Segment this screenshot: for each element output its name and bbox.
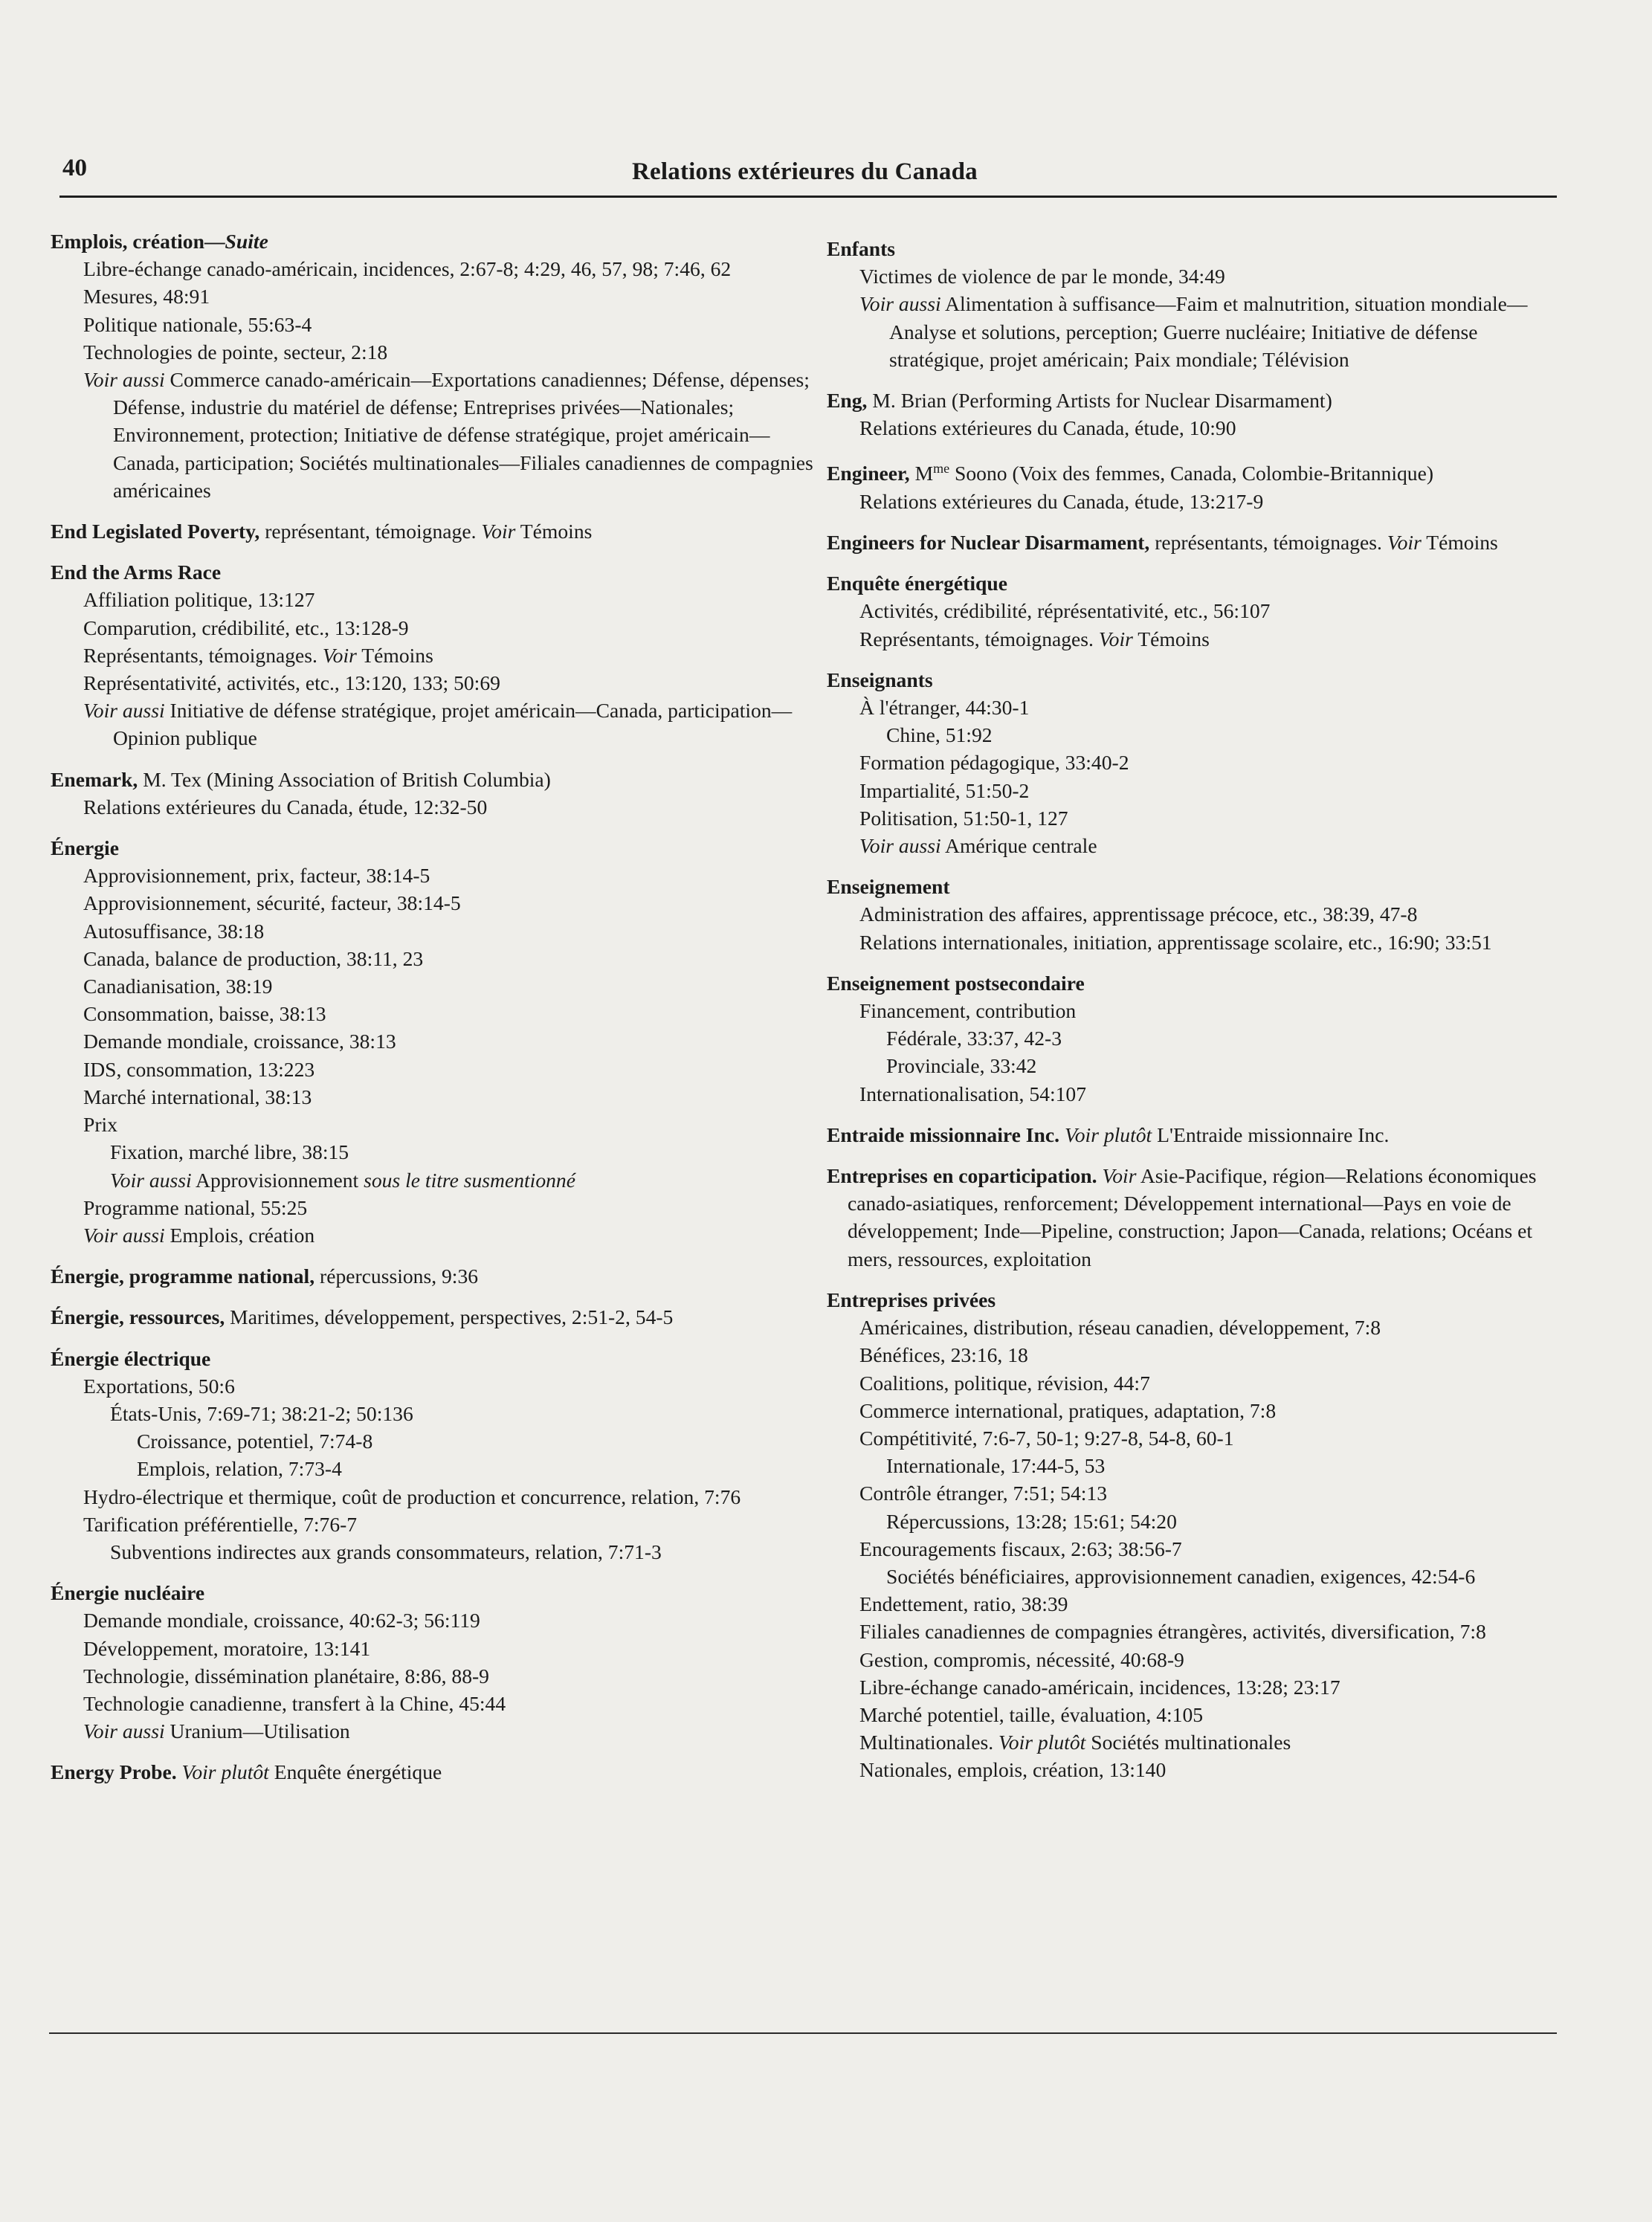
- see-also-label: Voir aussi: [110, 1168, 192, 1192]
- right-column: [827, 235, 1559, 1798]
- index-entry-engineer: [827, 455, 1559, 515]
- subentry: Représentativité, activités, etc., 13:120, 133; 50:69: [83, 671, 500, 695]
- see-also-label: Voir aussi: [83, 699, 165, 723]
- index-entry-enquete-energetique: [827, 569, 1559, 653]
- entry-heading: [827, 569, 1559, 597]
- headword: Engineer,: [827, 462, 910, 485]
- see-also: [51, 366, 816, 504]
- see-text: Témoins: [361, 643, 433, 667]
- subentry-text: Représentants, témoignages.: [859, 627, 1094, 650]
- subentry: Contrôle étranger, 7:51; 54:13: [859, 1482, 1108, 1505]
- entry-heading: [827, 969, 1559, 997]
- subentry: Technologies de pointe, secteur, 2:18: [83, 340, 388, 364]
- see-text: Témoins: [1426, 531, 1498, 555]
- see-also-label: Voir aussi: [859, 834, 941, 858]
- headword: Enquête énergétique: [827, 572, 1007, 595]
- subentry: Demande mondiale, croissance, 40:62-3; 56:119: [83, 1609, 480, 1632]
- footer-rule: [49, 2032, 1557, 2034]
- headword: End the Arms Race: [51, 561, 222, 584]
- see-text: Enquête énergétique: [274, 1760, 442, 1784]
- subentry: Compétitivité, 7:6-7, 50-1; 9:27-8, 54-8, 60-1: [859, 1426, 1234, 1450]
- headword: End Legislated Poverty,: [51, 520, 260, 543]
- see-also-text: Initiative de défense stratégique, projet américain—Canada, participation—Opinion publique: [113, 699, 793, 750]
- entry-heading: [51, 766, 816, 793]
- entry-heading: [51, 227, 816, 255]
- entry-heading: [827, 1162, 1559, 1273]
- headword: Enseignement: [827, 875, 950, 899]
- index-entry-entreprises-privees: [827, 1286, 1559, 1784]
- subentry: Consommation, baisse, 38:13: [83, 1002, 326, 1026]
- see-also-text: Emplois, création: [170, 1223, 315, 1247]
- see-also-qualifier: sous le titre susmentionné: [364, 1168, 575, 1192]
- entry-heading: [51, 517, 816, 545]
- sub-subentry: Sociétés bénéficiaires, approvisionnement canadien, exigences, 42:54-6: [886, 1564, 1476, 1588]
- headword: Enseignement postsecondaire: [827, 971, 1085, 995]
- headword: Energy Probe.: [51, 1760, 177, 1784]
- index-entry-eng: [827, 387, 1559, 442]
- index-entry-enseignement-postsecondaire: [827, 969, 1559, 1108]
- see-also-label: Voir aussi: [83, 368, 165, 392]
- entry-text: représentant, témoignage.: [265, 520, 477, 543]
- subentry: Américaines, distribution, réseau canadien, développement, 7:8: [859, 1316, 1381, 1340]
- see-also: [51, 1717, 816, 1745]
- index-entry-entraide-missionnaire: [827, 1121, 1559, 1149]
- index-entry-engineers-for-nuclear-disarmament: [827, 529, 1559, 556]
- suite-label: Suite: [225, 230, 268, 253]
- entry-heading: [827, 529, 1559, 556]
- entry-heading: [51, 834, 816, 862]
- see-also-label: Voir aussi: [859, 292, 941, 316]
- see-also-label: Voir aussi: [83, 1223, 165, 1247]
- subentry: Victimes de violence de par le monde, 34:49: [859, 265, 1225, 288]
- subentry: Endettement, ratio, 38:39: [859, 1592, 1068, 1616]
- headword: Énergie: [51, 836, 119, 860]
- entry-text: Soono (Voix des femmes, Canada, Colombie-Britannique): [955, 462, 1434, 485]
- subentry: Prix: [83, 1113, 117, 1137]
- index-entry-end-the-arms-race: [51, 558, 816, 752]
- sub-subentry: Internationale, 17:44-5, 53: [886, 1454, 1106, 1478]
- see-also-label: Voir aussi: [83, 1719, 165, 1743]
- entry-text: répercussions, 9:36: [320, 1265, 479, 1288]
- subentry: Développement, moratoire, 13:141: [83, 1636, 371, 1660]
- subentry: Formation pédagogique, 33:40-2: [859, 751, 1129, 775]
- subentry: Financement, contribution: [859, 999, 1077, 1023]
- index-entry-entreprises-coparticipation: [827, 1162, 1559, 1273]
- subentry: Marché international, 38:13: [83, 1085, 312, 1108]
- headword: Enfants: [827, 237, 896, 260]
- subentry-text: Représentants, témoignages.: [83, 643, 317, 667]
- entry-text: M. Tex (Mining Association of British Columbia): [143, 767, 551, 791]
- header-rule: [59, 196, 1557, 198]
- headword: Entreprises privées: [827, 1288, 996, 1311]
- sub-subentry: États-Unis, 7:69-71; 38:21-2; 50:136: [110, 1401, 413, 1425]
- subentry: Hydro-électrique et thermique, coût de production et concurrence, relation, 7:76: [83, 1485, 741, 1508]
- entry-heading: [51, 1579, 816, 1606]
- entry-heading: [51, 1303, 816, 1331]
- see-text: L'Entraide missionnaire Inc.: [1157, 1123, 1390, 1146]
- headword: Enseignants: [827, 668, 933, 691]
- subentry: Relations extérieures du Canada, étude, 12:32-50: [83, 795, 488, 818]
- page-number: 40: [62, 155, 87, 181]
- sub-subentry: Fédérale, 33:37, 42-3: [886, 1027, 1062, 1050]
- see-label: Voir: [1387, 531, 1422, 555]
- entry-heading: [827, 666, 1559, 694]
- headword: Énergie électrique: [51, 1346, 211, 1370]
- index-entry-energy-probe: [51, 1758, 816, 1786]
- index-entry-enemark: [51, 766, 816, 821]
- sub-sub-subentry: Emplois, relation, 7:73-4: [137, 1457, 342, 1481]
- see-label: Voir: [1102, 1164, 1137, 1188]
- see-also: [827, 290, 1559, 373]
- headword: Enemark,: [51, 767, 138, 791]
- see-text: Témoins: [1138, 627, 1210, 650]
- see-also-text: Commerce canado-américain—Exportations canadiennes; Défense, dépenses; Défense, industrie du matériel de défense; Entreprises privées—Nationales; Environnement, protection; Initiative de défense stratégique, projet américain—Canada, participation; Sociétés multinationales—Filiales canadiennes de compagnies américaines: [113, 368, 813, 502]
- sub-subentry: Chine, 51:92: [886, 723, 993, 747]
- headword: Énergie nucléaire: [51, 1581, 205, 1605]
- see-label: Voir plutôt: [998, 1731, 1086, 1754]
- subentry: Commerce international, pratiques, adaptation, 7:8: [859, 1398, 1277, 1422]
- subentry: Comparution, crédibilité, etc., 13:128-9: [83, 616, 409, 639]
- entry-heading: [51, 1758, 816, 1786]
- subentry: Relations internationales, initiation, apprentissage scolaire, etc., 16:90; 33:51: [859, 930, 1492, 954]
- see-label: Voir plutôt: [1064, 1123, 1152, 1146]
- subentry: Approvisionnement, sécurité, facteur, 38:14-5: [83, 891, 461, 915]
- index-entry-energie-ressources: [51, 1303, 816, 1331]
- subentry: À l'étranger, 44:30-1: [859, 696, 1030, 720]
- subentry: Exportations, 50:6: [83, 1374, 235, 1398]
- sub-subentry: Fixation, marché libre, 38:15: [110, 1140, 349, 1164]
- headword-dash: —: [204, 230, 225, 253]
- headword: Entreprises en coparticipation.: [827, 1164, 1097, 1188]
- see-label: Voir: [322, 643, 357, 667]
- see-also: [51, 697, 816, 752]
- subentry: Gestion, compromis, nécessité, 40:68-9: [859, 1647, 1184, 1671]
- subentry: Canada, balance de production, 38:11, 23: [83, 946, 424, 970]
- entry-heading: [827, 873, 1559, 900]
- subentry: Demande mondiale, croissance, 38:13: [83, 1030, 396, 1053]
- headword: Eng,: [827, 389, 868, 413]
- entry-heading: [51, 1262, 816, 1290]
- subentry: Encouragements fiscaux, 2:63; 38:56-7: [859, 1537, 1182, 1560]
- entry-text: Maritimes, développement, perspectives, 2:51-2, 54-5: [230, 1305, 674, 1329]
- subentry: Bénéfices, 23:16, 18: [859, 1343, 1028, 1367]
- subentry: Filiales canadiennes de compagnies étrangères, activités, diversification, 7:8: [859, 1620, 1486, 1644]
- index-entry-energie-nucleaire: [51, 1579, 816, 1745]
- sub-sub-subentry: Croissance, potentiel, 7:74-8: [137, 1430, 373, 1453]
- index-entry-enfants: [827, 235, 1559, 373]
- left-column: [51, 227, 816, 1800]
- headword: Entraide missionnaire Inc.: [827, 1123, 1060, 1146]
- subentry: [51, 642, 816, 669]
- entry-heading: [827, 1121, 1559, 1149]
- see-also-text: Amérique centrale: [945, 834, 1097, 858]
- entry-text: M. Brian (Performing Artists for Nuclear Disarmament): [872, 389, 1332, 413]
- headword: Emplois, création: [51, 230, 204, 253]
- subentry: Relations extérieures du Canada, étude, 10:90: [859, 416, 1236, 440]
- index-entry-energie: [51, 834, 816, 1249]
- subentry: Affiliation politique, 13:127: [83, 588, 315, 612]
- see-also-text: Uranium—Utilisation: [170, 1719, 350, 1743]
- subentry: Activités, crédibilité, réprésentativité, etc., 56:107: [859, 599, 1271, 623]
- entry-text-superscript: me: [933, 461, 950, 477]
- entry-text: représentants, témoignages.: [1155, 531, 1382, 555]
- entry-heading: [827, 235, 1559, 262]
- see-text: Sociétés multinationales: [1091, 1731, 1291, 1754]
- sub-subentry: Provinciale, 33:42: [886, 1054, 1037, 1078]
- entry-heading: [51, 558, 816, 586]
- sub-subentry: Subventions indirectes aux grands consommateurs, relation, 7:71-3: [110, 1540, 662, 1563]
- subentry: Technologie canadienne, transfert à la Chine, 45:44: [83, 1691, 506, 1715]
- see-text: Témoins: [520, 520, 593, 543]
- running-title: Relations extérieures du Canada: [632, 158, 978, 185]
- subentry: Relations extérieures du Canada, étude, 13:217-9: [859, 489, 1264, 513]
- subentry: [827, 1728, 1559, 1756]
- subentry: Canadianisation, 38:19: [83, 975, 273, 998]
- subentry: Marché potentiel, taille, évaluation, 4:105: [859, 1702, 1204, 1726]
- subentry: Tarification préférentielle, 7:76-7: [83, 1512, 358, 1536]
- subentry: Internationalisation, 54:107: [859, 1082, 1086, 1105]
- subentry: Politisation, 51:50-1, 127: [859, 806, 1068, 830]
- subentry: Administration des affaires, apprentissage précoce, etc., 38:39, 47-8: [859, 902, 1418, 926]
- see-also: [51, 1221, 816, 1249]
- subentry: Coalitions, politique, révision, 44:7: [859, 1371, 1150, 1395]
- subentry: Approvisionnement, prix, facteur, 38:14-5: [83, 864, 430, 888]
- subentry: Impartialité, 51:50-2: [859, 778, 1030, 802]
- subentry: Technologie, dissémination planétaire, 8:86, 88-9: [83, 1664, 489, 1688]
- see-also: [51, 1166, 816, 1194]
- entry-heading: [827, 1286, 1559, 1314]
- subentry: IDS, consommation, 13:223: [83, 1057, 315, 1081]
- subentry: Libre-échange canado-américain, incidences, 13:28; 23:17: [859, 1675, 1340, 1699]
- entry-text-prefix: M: [914, 462, 934, 485]
- entry-heading: [827, 387, 1559, 414]
- index-entry-energie-electrique: [51, 1345, 816, 1566]
- see-text: Asie-Pacifique, région—Relations économiques canado-asiatiques, renforcement; Développement international—Pays en voie de développement; Inde—Pipeline, construction; Japon—Canada, relations; Océans et mers, ressources, exploitation: [848, 1164, 1537, 1270]
- entry-heading: [827, 455, 1559, 487]
- headword: Énergie, programme national,: [51, 1265, 315, 1288]
- subentry: Libre-échange canado-américain, incidences, 2:67-8; 4:29, 46, 57, 98; 7:46, 62: [83, 257, 732, 281]
- index-entry-enseignants: [827, 666, 1559, 859]
- sub-subentry: Répercussions, 13:28; 15:61; 54:20: [886, 1509, 1177, 1533]
- see-label: Voir: [481, 520, 516, 543]
- subentry: Nationales, emplois, création, 13:140: [859, 1758, 1167, 1782]
- subentry: Programme national, 55:25: [83, 1195, 308, 1219]
- subentry: Politique nationale, 55:63-4: [83, 312, 312, 336]
- index-entry-energie-programme: [51, 1262, 816, 1290]
- headword: Énergie, ressources,: [51, 1305, 225, 1329]
- see-also-text: Approvisionnement: [196, 1168, 359, 1192]
- subentry-text: Multinationales.: [859, 1731, 994, 1754]
- see-label: Voir plutôt: [181, 1760, 269, 1784]
- see-also: [827, 832, 1559, 859]
- entry-heading: [51, 1345, 816, 1372]
- subentry: Autosuffisance, 38:18: [83, 919, 265, 943]
- headword: Engineers for Nuclear Disarmament,: [827, 531, 1150, 555]
- see-also-text: Alimentation à suffisance—Faim et malnutrition, situation mondiale—Analyse et solutions, perception; Guerre nucléaire; Initiative de défense stratégique, projet américain; Paix mondiale; Télévision: [889, 292, 1528, 371]
- index-entry-end-legislated-poverty: [51, 517, 816, 545]
- index-entry-emplois: [51, 227, 816, 504]
- subentry: Mesures, 48:91: [83, 285, 210, 309]
- index-entry-enseignement: [827, 873, 1559, 956]
- subentry: [827, 625, 1559, 653]
- see-label: Voir: [1098, 627, 1133, 650]
